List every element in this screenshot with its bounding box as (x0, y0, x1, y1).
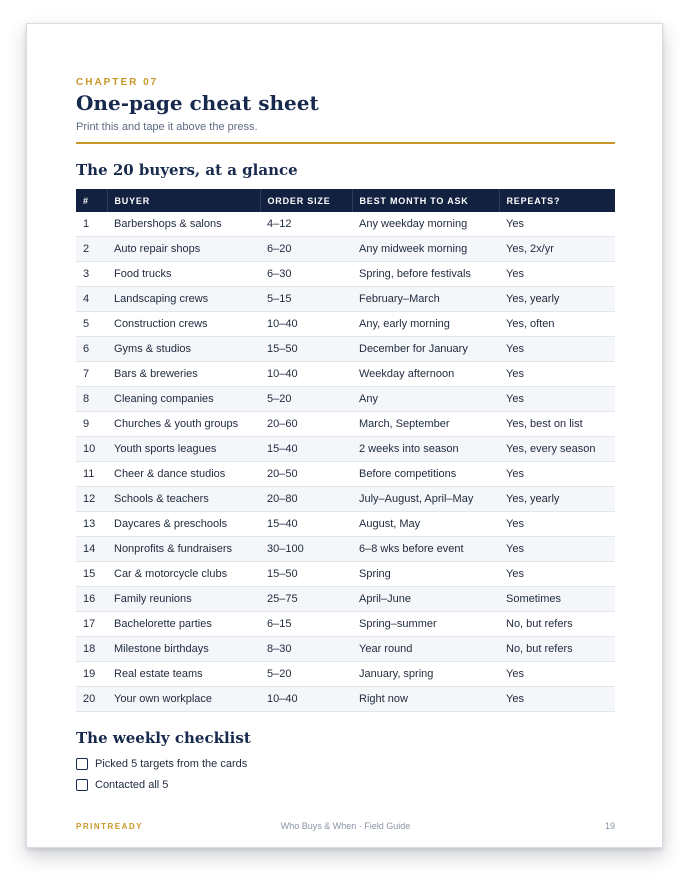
page-number: 19 (604, 821, 615, 831)
buyer-name: Bachelorette parties (107, 612, 260, 637)
row-number: 20 (76, 687, 107, 712)
page-title: One-page cheat sheet (76, 91, 319, 115)
repeats: Yes, often (499, 312, 615, 337)
repeats: Yes (499, 337, 615, 362)
order-size: 6–30 (260, 262, 352, 287)
buyer-name: Barbershops & salons (107, 212, 260, 237)
buyer-name: Bars & breweries (107, 362, 260, 387)
column-best-month-header: BEST MONTH TO ASK (352, 189, 499, 212)
buyer-name: Landscaping crews (107, 287, 260, 312)
column-buyer-header: BUYER (107, 189, 260, 212)
row-number: 10 (76, 437, 107, 462)
checklist-item-label: Contacted all 5 (95, 779, 169, 791)
best-month: April–June (352, 587, 499, 612)
buyer-name: Daycares & preschools (107, 512, 260, 537)
row-number: 5 (76, 312, 107, 337)
buyer-name: Churches & youth groups (107, 412, 260, 437)
chapter-label: CHAPTER 07 (76, 77, 159, 88)
order-size: 15–40 (260, 512, 352, 537)
column-number-header: # (76, 189, 107, 212)
repeats: Yes, 2x/yr (499, 237, 615, 262)
footer-brand: PRINTREADY (76, 822, 144, 831)
checklist-item[interactable] (76, 757, 247, 771)
repeats: No, but refers (499, 637, 615, 662)
table-row (76, 512, 615, 537)
order-size: 10–40 (260, 687, 352, 712)
best-month: Spring (352, 562, 499, 587)
repeats: Yes (499, 512, 615, 537)
repeats: Yes (499, 662, 615, 687)
order-size: 5–20 (260, 662, 352, 687)
buyers-table (76, 189, 615, 712)
buyer-name: Nonprofits & fundraisers (107, 537, 260, 562)
checklist-heading: The weekly checklist (76, 729, 251, 747)
table-row (76, 362, 615, 387)
buyer-name: Milestone birthdays (107, 637, 260, 662)
best-month: 6–8 wks before event (352, 537, 499, 562)
table-row (76, 587, 615, 612)
row-number: 18 (76, 637, 107, 662)
checkbox[interactable] (76, 758, 88, 770)
buyer-name: Family reunions (107, 587, 260, 612)
table-row (76, 237, 615, 262)
best-month: August, May (352, 512, 499, 537)
best-month: March, September (352, 412, 499, 437)
order-size: 15–40 (260, 437, 352, 462)
best-month: Any weekday morning (352, 212, 499, 237)
repeats: Yes, every season (499, 437, 615, 462)
repeats: Yes (499, 212, 615, 237)
buyer-name: Food trucks (107, 262, 260, 287)
order-size: 10–40 (260, 312, 352, 337)
order-size: 6–20 (260, 237, 352, 262)
order-size: 25–75 (260, 587, 352, 612)
row-number: 2 (76, 237, 107, 262)
best-month: Weekday afternoon (352, 362, 499, 387)
row-number: 7 (76, 362, 107, 387)
order-size: 20–80 (260, 487, 352, 512)
best-month: Right now (352, 687, 499, 712)
table-row (76, 337, 615, 362)
order-size: 8–30 (260, 637, 352, 662)
table-row (76, 412, 615, 437)
repeats: Yes (499, 687, 615, 712)
buyers-section-heading: The 20 buyers, at a glance (76, 161, 298, 179)
table-row (76, 437, 615, 462)
repeats: Yes (499, 462, 615, 487)
table-row (76, 662, 615, 687)
best-month: Any, early morning (352, 312, 499, 337)
order-size: 5–20 (260, 387, 352, 412)
order-size: 4–12 (260, 212, 352, 237)
table-row (76, 262, 615, 287)
repeats: No, but refers (499, 612, 615, 637)
table-row (76, 387, 615, 412)
checkbox[interactable] (76, 779, 88, 791)
row-number: 9 (76, 412, 107, 437)
table-row (76, 637, 615, 662)
title-divider (76, 142, 615, 144)
checklist-item[interactable] (76, 778, 168, 792)
table-row (76, 687, 615, 712)
best-month: July–August, April–May (352, 487, 499, 512)
order-size: 15–50 (260, 562, 352, 587)
best-month: Any midweek morning (352, 237, 499, 262)
buyer-name: Cheer & dance studios (107, 462, 260, 487)
repeats: Yes, yearly (499, 287, 615, 312)
table-row (76, 612, 615, 637)
buyer-name: Real estate teams (107, 662, 260, 687)
column-repeats-header: REPEATS? (499, 189, 615, 212)
buyer-name: Gyms & studios (107, 337, 260, 362)
best-month: December for January (352, 337, 499, 362)
best-month: February–March (352, 287, 499, 312)
order-size: 20–60 (260, 412, 352, 437)
repeats: Yes, yearly (499, 487, 615, 512)
order-size: 6–15 (260, 612, 352, 637)
order-size: 20–50 (260, 462, 352, 487)
row-number: 16 (76, 587, 107, 612)
buyer-name: Construction crews (107, 312, 260, 337)
table-row (76, 287, 615, 312)
row-number: 15 (76, 562, 107, 587)
buyer-name: Youth sports leagues (107, 437, 260, 462)
repeats: Yes (499, 362, 615, 387)
row-number: 6 (76, 337, 107, 362)
table-row (76, 462, 615, 487)
order-size: 10–40 (260, 362, 352, 387)
best-month: Spring, before festivals (352, 262, 499, 287)
row-number: 14 (76, 537, 107, 562)
best-month: Spring–summer (352, 612, 499, 637)
buyer-name: Cleaning companies (107, 387, 260, 412)
repeats: Yes (499, 537, 615, 562)
row-number: 17 (76, 612, 107, 637)
repeats: Yes, best on list (499, 412, 615, 437)
best-month: Year round (352, 637, 499, 662)
best-month: January, spring (352, 662, 499, 687)
row-number: 4 (76, 287, 107, 312)
row-number: 1 (76, 212, 107, 237)
order-size: 30–100 (260, 537, 352, 562)
buyer-name: Your own workplace (107, 687, 260, 712)
repeats: Sometimes (499, 587, 615, 612)
table-row (76, 487, 615, 512)
table-row (76, 562, 615, 587)
best-month: 2 weeks into season (352, 437, 499, 462)
column-order-size-header: ORDER SIZE (260, 189, 352, 212)
best-month: Before competitions (352, 462, 499, 487)
table-row (76, 312, 615, 337)
order-size: 5–15 (260, 287, 352, 312)
table-row (76, 537, 615, 562)
row-number: 12 (76, 487, 107, 512)
repeats: Yes (499, 562, 615, 587)
row-number: 3 (76, 262, 107, 287)
row-number: 8 (76, 387, 107, 412)
row-number: 13 (76, 512, 107, 537)
row-number: 11 (76, 462, 107, 487)
repeats: Yes (499, 262, 615, 287)
best-month: Any (352, 387, 499, 412)
footer-title: Who Buys & When · Field Guide (280, 821, 411, 831)
table-body (76, 212, 615, 712)
table-header-row (76, 189, 615, 212)
buyer-name: Auto repair shops (107, 237, 260, 262)
document-page (26, 23, 663, 848)
page-subtitle: Print this and tape it above the press. (76, 121, 258, 133)
table-row (76, 212, 615, 237)
row-number: 19 (76, 662, 107, 687)
order-size: 15–50 (260, 337, 352, 362)
repeats: Yes (499, 387, 615, 412)
buyer-name: Car & motorcycle clubs (107, 562, 260, 587)
checklist-item-label: Picked 5 targets from the cards (95, 758, 248, 770)
buyer-name: Schools & teachers (107, 487, 260, 512)
